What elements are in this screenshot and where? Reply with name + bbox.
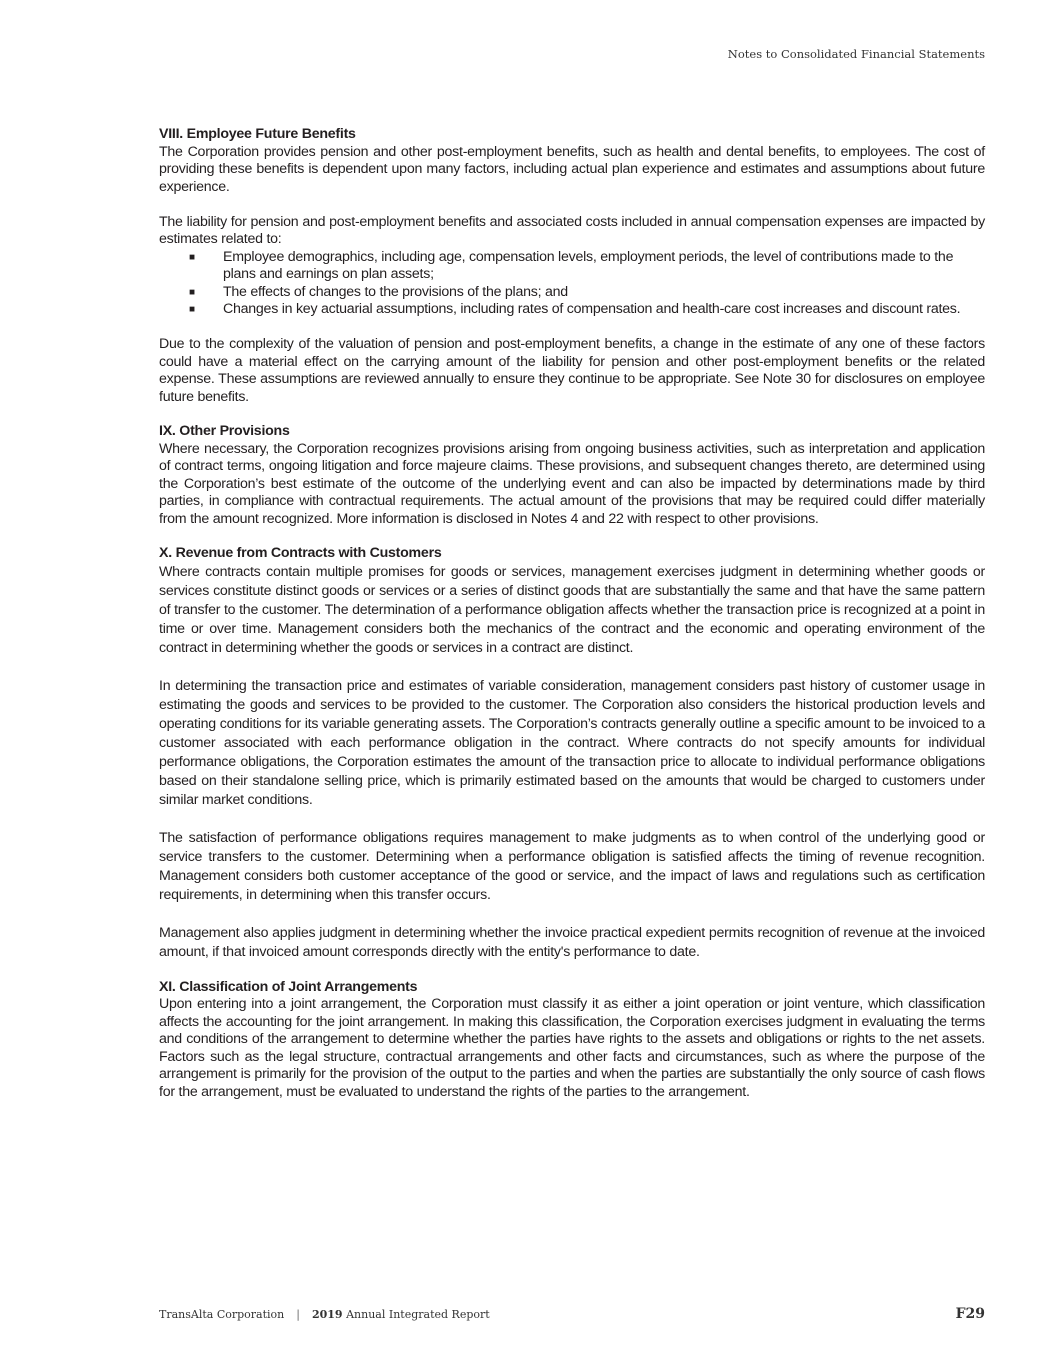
section-heading: XI. Classification of Joint Arrangements	[159, 978, 418, 995]
section-heading: IX. Other Provisions	[159, 423, 290, 439]
list-item-text: Employee demographics, including age, compensation levels, employment periods, the level of contributions made to the plans and earnings on plan assets;	[223, 248, 954, 282]
bullet-icon: ■	[189, 304, 195, 315]
paragraph: Where contracts contain multiple promises for goods or services, management exercises judgment in determining whether goods or services constitute distinct goods or services or a series of distinct goods that are substantially the same and that have the same pattern of transfer to the customer. The determination of a performance obligation affects whether the transaction price is recognized at a point in time or over time. Management considers both the mechanics of the contract and the economic and operating environment of the contract in determining whether the goods or services in a contract are distinct.	[159, 563, 985, 656]
paragraph: Management also applies judgment in determining whether the invoice practical expedient permits recognition of revenue at the invoiced amount, if that invoiced amount corresponds directly with the entity's performance to date.	[159, 924, 985, 960]
section-heading: X. Revenue from Contracts with Customers	[159, 545, 442, 561]
paragraph: Upon entering into a joint arrangement, the Corporation must classify it as either a joint operation or joint venture, which classification affects the accounting for the joint arrangement. In making this classification, the Corporation exercises judgment in evaluating the terms and conditions of the arrangement to determine whether the parties have rights to the assets and obligations or rights to the net assets. Factors such as the legal structure, contractual arrangements and other facts and circumstances, such as where the purpose of the arrangement is primarily for the provision of the output to the parties and when the parties are substantially the only source of cash flows for the arrangement, must be evaluated to understand the rights of the parties to the arrangement.	[159, 996, 985, 1100]
paragraph: Where necessary, the Corporation recognizes provisions arising from ongoing business activities, such as interpretation and application of contract terms, ongoing litigation and force majeure claims. These provisions, and subsequent changes thereto, are determined using the Corporation’s best estimate of the outcome of the underlying event and can also be impacted by determinations made by third parties, in compliance with contractual requirements. The actual amount of the provisions that may be required could differ materially from the amount recognized. More information is disclosed in Notes 4 and 22 with respect to other provisions.	[159, 440, 985, 527]
bullet-list	[159, 249, 985, 319]
list-item-text: The effects of changes to the provisions of the plans; and	[223, 283, 568, 300]
paragraph: The liability for pension and post-employment benefits and associated costs included in annual compensation expenses are impacted by estimates related to:	[159, 213, 985, 247]
list-item-text: Changes in key actuarial assumptions, including rates of compensation and health-care cost increases and discount rates.	[223, 301, 961, 317]
paragraph: Due to the complexity of the valuation of pension and post-employment benefits, a change in the estimate of any one of these factors could have a material effect on the carrying amount of the liability for pension and other post-employment benefits or the related expense. These assumptions are reviewed annually to ensure they continue to be appropriate. See Note 30 for disclosures on employee future benefits.	[159, 336, 985, 405]
document-body	[159, 126, 985, 1101]
page-number: F29	[955, 1306, 985, 1322]
paragraph: The Corporation provides pension and other post-employment benefits, such as health and dental benefits, to employees. The cost of providing these benefits is dependent upon many factors, including actual plan experience and estimates and assumptions about future experience.	[159, 143, 985, 195]
section-joint-arrangements	[159, 979, 985, 1102]
paragraph: In determining the transaction price and estimates of variable consideration, management considers past history of customer usage in estimating the goods and services to be provided to the customer. The Corporation also considers the historical production levels and operating conditions for its variable generating assets. The Corporation’s contracts generally outline a specific amount to be invoiced to a customer associated with each performance obligation in the contract. Where contracts do not specify amounts for individual performance obligations, the Corporation estimates the amount of the transaction price to allocate to individual performance obligations based on their standalone selling price, which is primarily estimated based on the amounts that would be charged to customers under similar market conditions.	[159, 677, 985, 808]
list-item	[159, 249, 985, 284]
list-item	[159, 284, 985, 302]
section-other-provisions	[159, 423, 985, 528]
list-item	[159, 301, 985, 319]
footer	[159, 1308, 490, 1321]
bullet-icon: ■	[189, 286, 195, 298]
footer-separator: |	[296, 1308, 300, 1321]
footer-year: 2019	[311, 1308, 343, 1321]
footer-company: TransAlta Corporation	[159, 1308, 285, 1321]
section-heading: VIII. Employee Future Benefits	[159, 126, 356, 142]
bullet-icon: ■	[189, 251, 195, 263]
section-employee-future-benefits	[159, 126, 985, 406]
running-header: Notes to Consolidated Financial Statements	[727, 47, 985, 61]
footer-report: Annual Integrated Report	[346, 1308, 490, 1321]
section-revenue-contracts	[159, 545, 985, 962]
paragraph: The satisfaction of performance obligations requires management to make judgments as to when control of the underlying good or service transfers to the customer. Determining when a performance obligation is satisfied affects the timing of revenue recognition. Management considers both customer acceptance of the good or service, and the impact of laws and regulations such as certification requirements, in determining when this transfer occurs.	[159, 829, 985, 903]
